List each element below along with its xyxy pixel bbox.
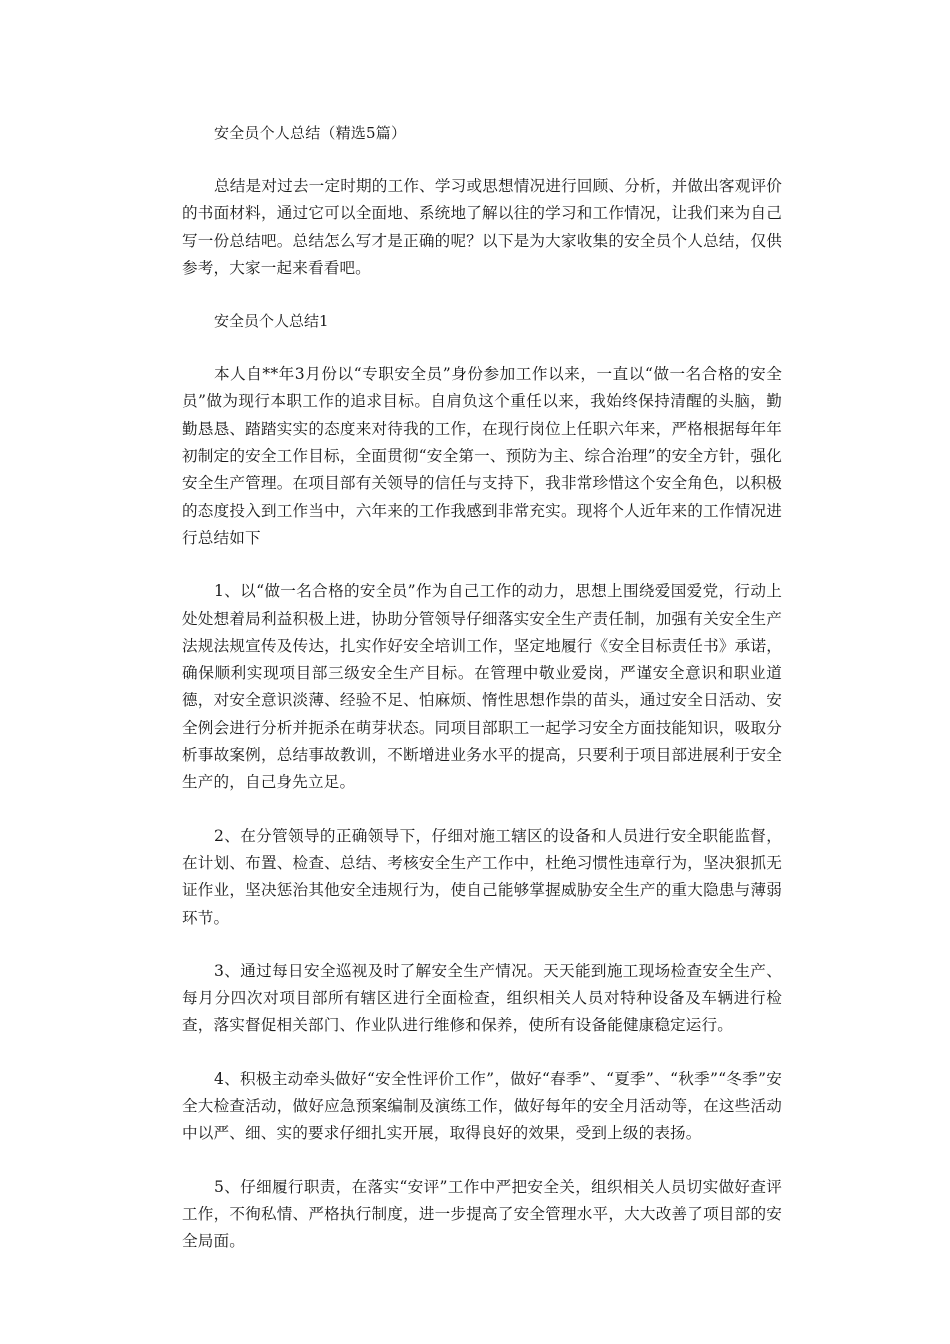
body-paragraph: 4、积极主动牵头做好“安全性评价工作”，做好“春季”、“夏季”、“秋季”“冬季”安全大检查活动，做好应急预案编制及演练工作，做好每年的安全月活动等，在这些活动中以严、细、实的要求仔细扎实开展，取得良好的效果，受到上级的表扬。 bbox=[182, 1069, 782, 1143]
section-heading: 安全员个人总结1 bbox=[214, 312, 329, 331]
body-paragraph: 2、在分管领导的正确领导下，仔细对施工辖区的设备和人员进行安全职能监督，在计划、布置、检查、总结、考核安全生产工作中，杜绝习惯性违章行为，坚决狠抓无证作业，坚决惩治其他安全违规行为，使自己能够掌握威胁安全生产的重大隐患与薄弱环节。 bbox=[182, 826, 782, 927]
body-paragraph: 5、仔细履行职责，在落实“安评”工作中严把安全关，组织相关人员切实做好查评工作，不徇私情、严格执行制度，进一步提高了安全管理水平，大大改善了项目部的安全局面。 bbox=[182, 1177, 782, 1251]
document-title: 安全员个人总结（精选5篇） bbox=[214, 124, 407, 142]
document-body bbox=[182, 120, 782, 1282]
body-paragraph: 3、通过每日安全巡视及时了解安全生产情况。天天能到施工现场检查安全生产、每月分四次对项目部所有辖区进行全面检查，组织相关人员对特种设备及车辆进行检查，落实督促相关部门、作业队进行维修和保养，使所有设备能健康稳定运行。 bbox=[182, 961, 782, 1035]
body-paragraph: 1、以“做一名合格的安全员”作为自己工作的动力，思想上围绕爱国爱党，行动上处处想着局利益积极上进，协助分管领导仔细落实安全生产责任制，加强有关安全生产法规法规宣传及传达，扎实作好安全培训工作，坚定地履行《安全目标责任书》承诺，确保顺利实现项目部三级安全生产目标。在管理中敬业爱岗，严谨安全意识和职业道德，对安全意识淡薄、经验不足、怕麻烦、惰性思想作祟的苗头，通过安全日活动、安全例会进行分析并扼杀在萌芽状态。同项目部职工一起学习安全方面技能知识，吸取分析事故案例，总结事故教训，不断增进业务水平的提高，只要利于项目部进展利于安全生产的，自己身先立足。 bbox=[182, 582, 782, 792]
body-paragraph: 本人自**年3月份以“专职安全员”身份参加工作以来，一直以“做一名合格的安全员”做为现行本职工作的追求目标。自肩负这个重任以来，我始终保持清醒的头脑，勤勤恳恳、踏踏实实的态度来对待我的工作，在现行岗位上任职六年来，严格根据每年年初制定的安全工作目标，全面贯彻“安全第一、预防为主、综合治理”的安全方针，强化安全生产管理。在项目部有关领导的信任与支持下，我非常珍惜这个安全角色，以积极的态度投入到工作当中，六年来的工作我感到非常充实。现将个人近年来的工作情况进行总结如下 bbox=[182, 365, 782, 547]
intro-paragraph: 总结是对过去一定时期的工作、学习或思想情况进行回顾、分析，并做出客观评价的书面材料，通过它可以全面地、系统地了解以往的学习和工作情况，让我们来为自己写一份总结吧。总结怎么写才是正确的呢？以下是为大家收集的安全员个人总结，仅供参考，大家一起来看看吧。 bbox=[182, 177, 782, 277]
